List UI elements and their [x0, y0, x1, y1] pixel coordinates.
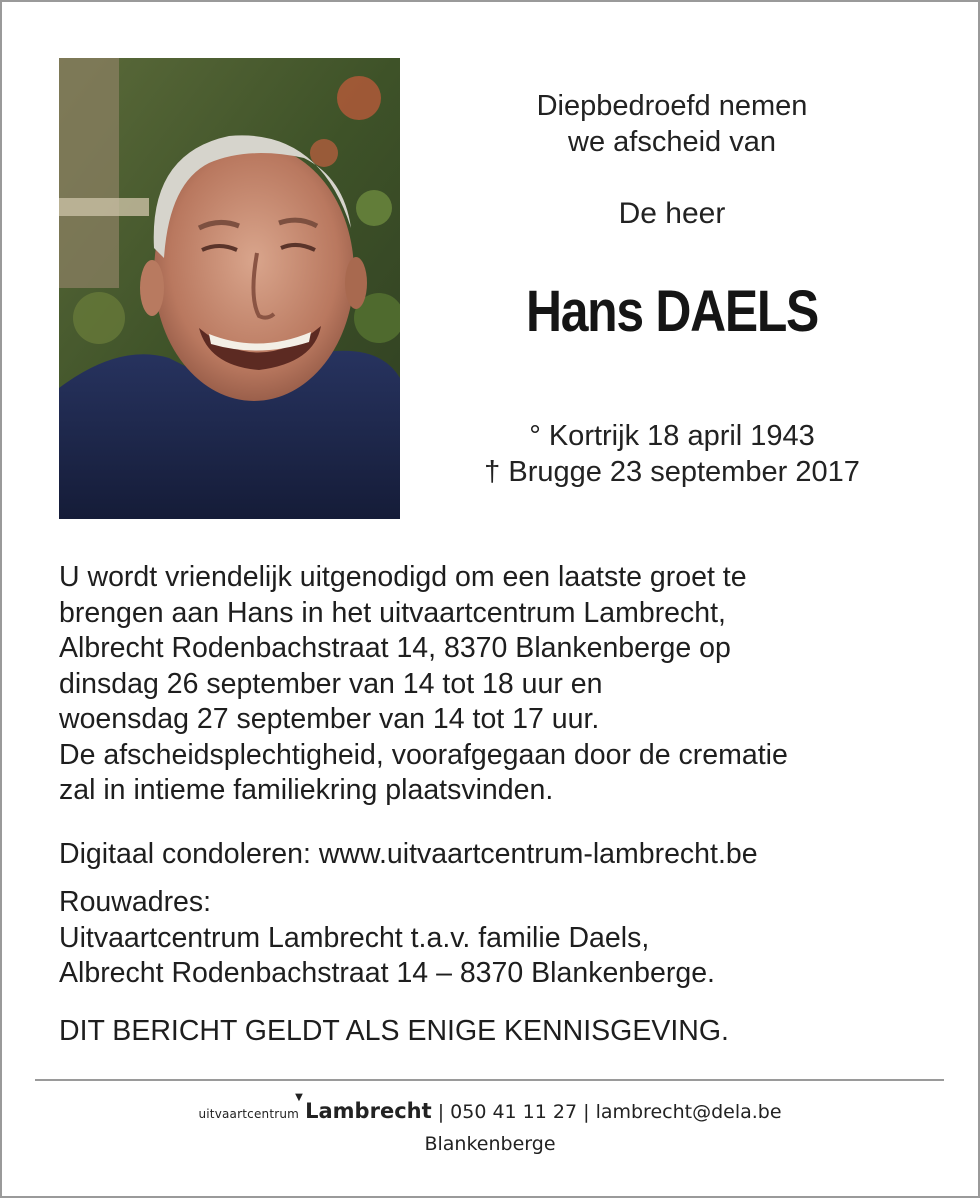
life-dates: [446, 418, 898, 490]
brand-prefix: uitvaartcentrum: [198, 1107, 300, 1121]
deceased-name: Hans DAELS: [526, 279, 818, 344]
invitation-line: brengen aan Hans in het uitvaartcentrum Lambrecht,: [59, 596, 726, 629]
footer: [0, 1092, 980, 1155]
address-line-1: Uitvaartcentrum Lambrecht t.a.v. familie Daels,: [59, 921, 650, 954]
intro-line-2: we afscheid van: [568, 126, 776, 158]
birth-date: ° Kortrijk 18 april 1943: [529, 420, 815, 452]
separator: |: [437, 1101, 445, 1123]
separator: |: [583, 1101, 590, 1123]
email-link[interactable]: lambrecht@dela.be: [595, 1101, 782, 1123]
notice-text: DIT BERICHT GELDT ALS ENIGE KENNISGEVING.: [59, 1014, 729, 1047]
death-date: † Brugge 23 september 2017: [484, 456, 860, 488]
invitation-line: U wordt vriendelijk uitgenodigd om een laatste groet te: [59, 561, 747, 593]
invitation-line: dinsdag 26 september van 14 tot 18 uur en: [59, 667, 603, 700]
invitation-line: De afscheidsplechtigheid, voorafgegaan door de crematie: [59, 738, 788, 771]
divider: [35, 1079, 944, 1081]
footer-city: Blankenberge: [424, 1133, 556, 1155]
invitation-line: woensdag 27 september van 14 tot 17 uur.: [59, 703, 600, 735]
logo-triangle-icon: ▼: [295, 1092, 303, 1103]
invitation-line: zal in intieme familiekring plaatsvinden.: [59, 774, 554, 806]
address-label: Rouwadres:: [59, 886, 212, 918]
brand-logo: [295, 1092, 432, 1123]
announcement-body: [59, 560, 939, 1049]
address-line-2: Albrecht Rodenbachstraat 14 – 8370 Blankenberge.: [59, 957, 715, 989]
invitation-line: Albrecht Rodenbachstraat 14, 8370 Blankenberge op: [59, 632, 731, 664]
phone-number: 050 41 11 27: [450, 1101, 578, 1123]
footer-contact: [0, 1092, 980, 1123]
intro-text: [460, 88, 884, 160]
intro-line-1: Diepbedroefd nemen: [536, 90, 808, 122]
condolence-text: Digitaal condoleren: www.uitvaartcentrum-lambrecht.be: [59, 837, 758, 870]
honorific: De heer: [618, 197, 726, 230]
brand-name: Lambrecht: [305, 1099, 432, 1123]
portrait-photo: [59, 58, 400, 519]
